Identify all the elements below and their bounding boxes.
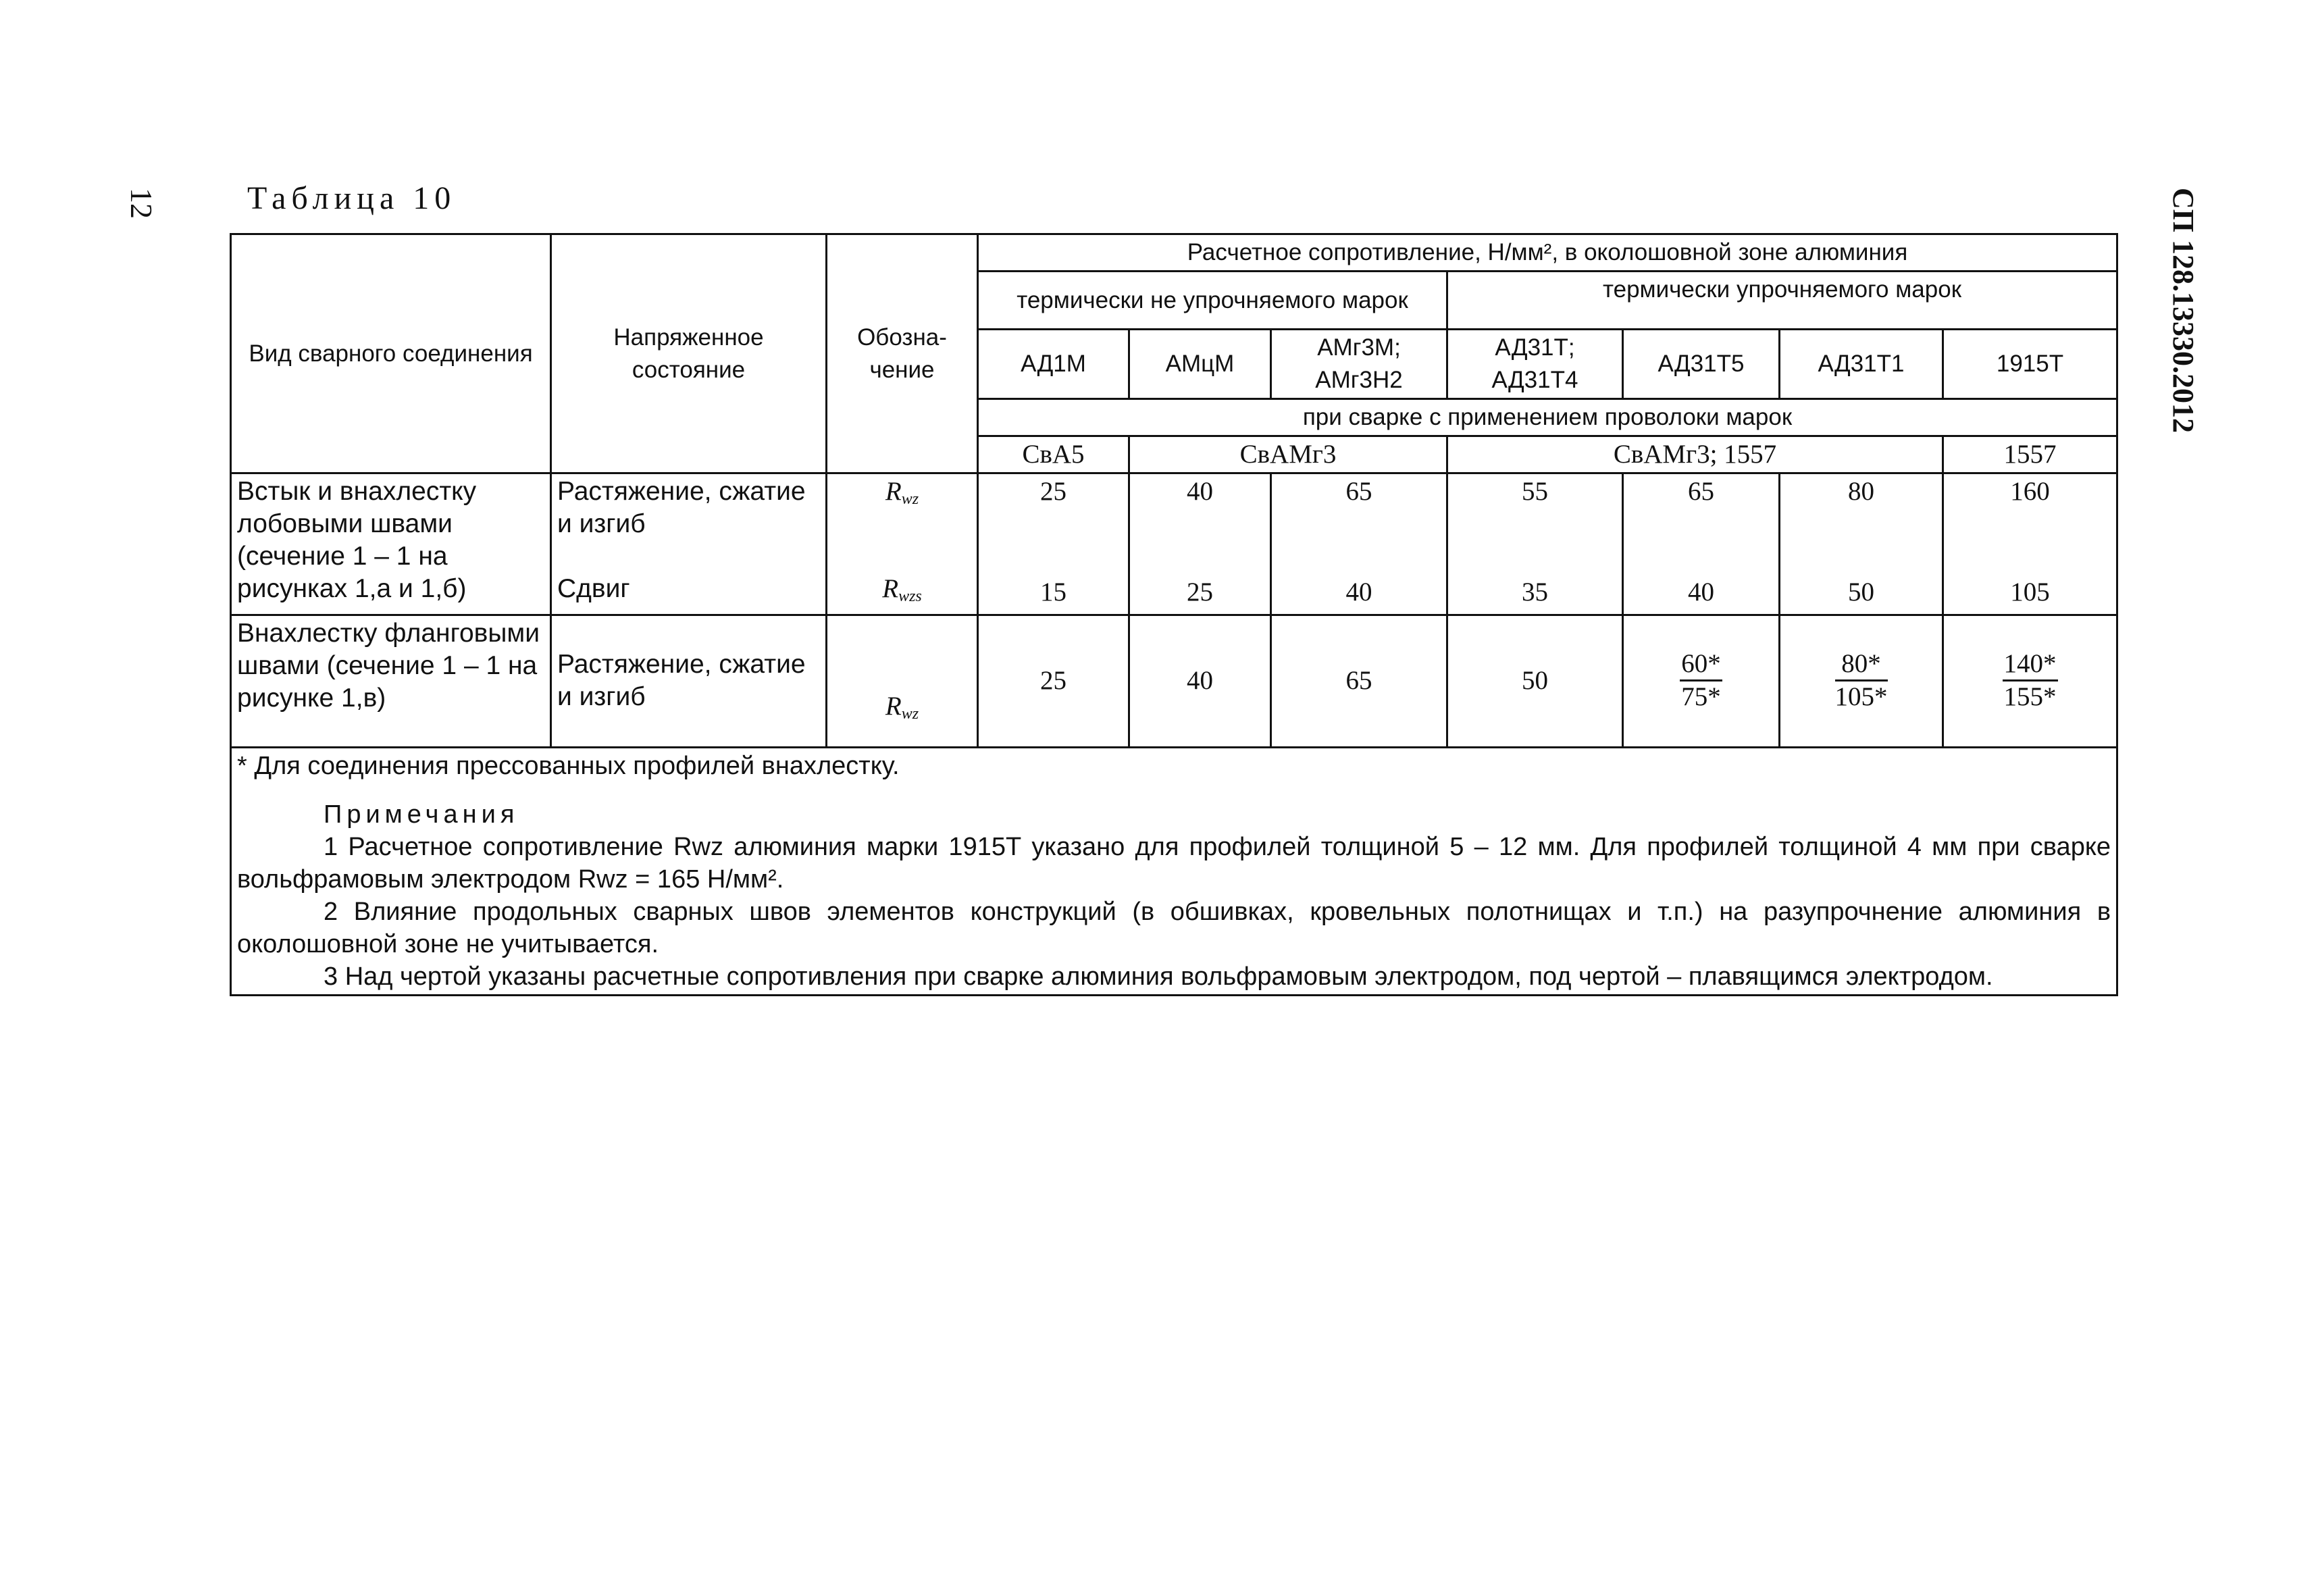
stress-state-tension: Растяжение, сжатие и изгиб <box>551 473 827 571</box>
value-over-line: 140* <box>2003 648 2058 681</box>
footnote: * Для соединения прессованных профилей внахлестку. <box>237 751 900 780</box>
joint-type-frontal: Встык и внахлестку лобовыми швами (сечение 1 – 1 на рисунках 1,а и 1,б) <box>231 473 551 615</box>
header-designation: Обозна-чение <box>827 234 978 473</box>
grade-cell: АМцМ <box>1129 330 1271 399</box>
value-cell: 40 <box>1271 571 1447 615</box>
value-under-line: 155* <box>2003 682 2057 711</box>
wire-cell: СвАМг3; 1557 <box>1447 436 1943 473</box>
symbol-rwz: $R_{wz}$ <box>827 615 978 747</box>
document-code: СП 128.13330.2012 <box>2167 188 2200 433</box>
value-cell: 65 <box>1623 473 1780 571</box>
header-hardened: термически упрочняемого марок <box>1447 272 2117 330</box>
header-stress-state: Напряженное состояние <box>551 234 827 473</box>
value-cell: 25 <box>978 615 1129 747</box>
value-cell: 80 <box>1780 473 1943 571</box>
grade-cell: АД31Т5 <box>1623 330 1780 399</box>
notes-block <box>231 747 2117 995</box>
value-cell: 40 <box>1623 571 1780 615</box>
fraction-cell <box>1623 615 1780 747</box>
page-number: 12 <box>124 188 159 219</box>
value-cell: 25 <box>978 473 1129 571</box>
note-3: 3 Над чертой указаны расчетные сопротивления при сварке алюминия вольфрамовым электродом, под чертой – плавящимся электродом. <box>324 962 1993 991</box>
stress-state-tension: Растяжение, сжатие и изгиб <box>551 615 827 747</box>
value-over-line: 80* <box>1835 648 1888 681</box>
symbol-rwzs: $R_{wzs}$ <box>827 571 978 615</box>
fraction-cell <box>1780 615 1943 747</box>
header-resistance: Расчетное сопротивление, Н/мм², в околошовной зоне алюминия <box>978 234 2117 272</box>
fraction-cell <box>1943 615 2117 747</box>
wire-cell: СвА5 <box>978 436 1129 473</box>
grade-cell: АД31Т; АД31Т4 <box>1447 330 1623 399</box>
value-cell: 50 <box>1780 571 1943 615</box>
value-cell: 25 <box>1129 571 1271 615</box>
header-joint-type: Вид сварного соединения <box>231 234 551 473</box>
value-cell: 65 <box>1271 473 1447 571</box>
symbol-rwz: $R_{wz}$ <box>827 473 978 571</box>
note-1: 1 Расчетное сопротивление Rwz алюминия марки 1915Т указано для профилей толщиной 5 – 12 мм. Для профилей толщиной 4 мм при сварке вольфрамовым электродом Rwz = 165 Н/мм². <box>237 832 2111 894</box>
header-non-hardened: термически не упрочняемого марок <box>978 272 1447 330</box>
header-wire-caption: при сварке с применением проволоки марок <box>978 399 2117 436</box>
value-under-line: 105* <box>1834 682 1888 711</box>
note-2: 2 Влияние продольных сварных швов элементов конструкций (в обшивках, кровельных полотнищах и т.п.) на разупрочнение алюминия в околошовной зоне не учитывается. <box>237 897 2111 958</box>
wire-cell: 1557 <box>1943 436 2117 473</box>
table-caption: Таблица 10 <box>247 180 457 216</box>
grade-cell: АМг3М; АМг3Н2 <box>1271 330 1447 399</box>
welded-joint-resistance-table <box>230 233 2118 996</box>
value-cell: 65 <box>1271 615 1447 747</box>
grade-cell: 1915Т <box>1943 330 2117 399</box>
joint-type-flank: Внахлестку фланговыми швами (сечение 1 – 1 на рисунке 1,в) <box>231 615 551 747</box>
value-cell: 50 <box>1447 615 1623 747</box>
value-cell: 40 <box>1129 473 1271 571</box>
value-over-line: 60* <box>1680 648 1722 681</box>
value-cell: 35 <box>1447 571 1623 615</box>
value-cell: 40 <box>1129 615 1271 747</box>
value-cell: 105 <box>1943 571 2117 615</box>
notes-title: Примечания <box>324 800 519 829</box>
value-cell: 55 <box>1447 473 1623 571</box>
grade-cell: АД31Т1 <box>1780 330 1943 399</box>
value-cell: 160 <box>1943 473 2117 571</box>
value-cell: 15 <box>978 571 1129 615</box>
wire-cell: СвАМг3 <box>1129 436 1447 473</box>
grade-cell: АД1М <box>978 330 1129 399</box>
stress-state-shear: Сдвиг <box>551 571 827 615</box>
value-under-line: 75* <box>1681 682 1721 711</box>
